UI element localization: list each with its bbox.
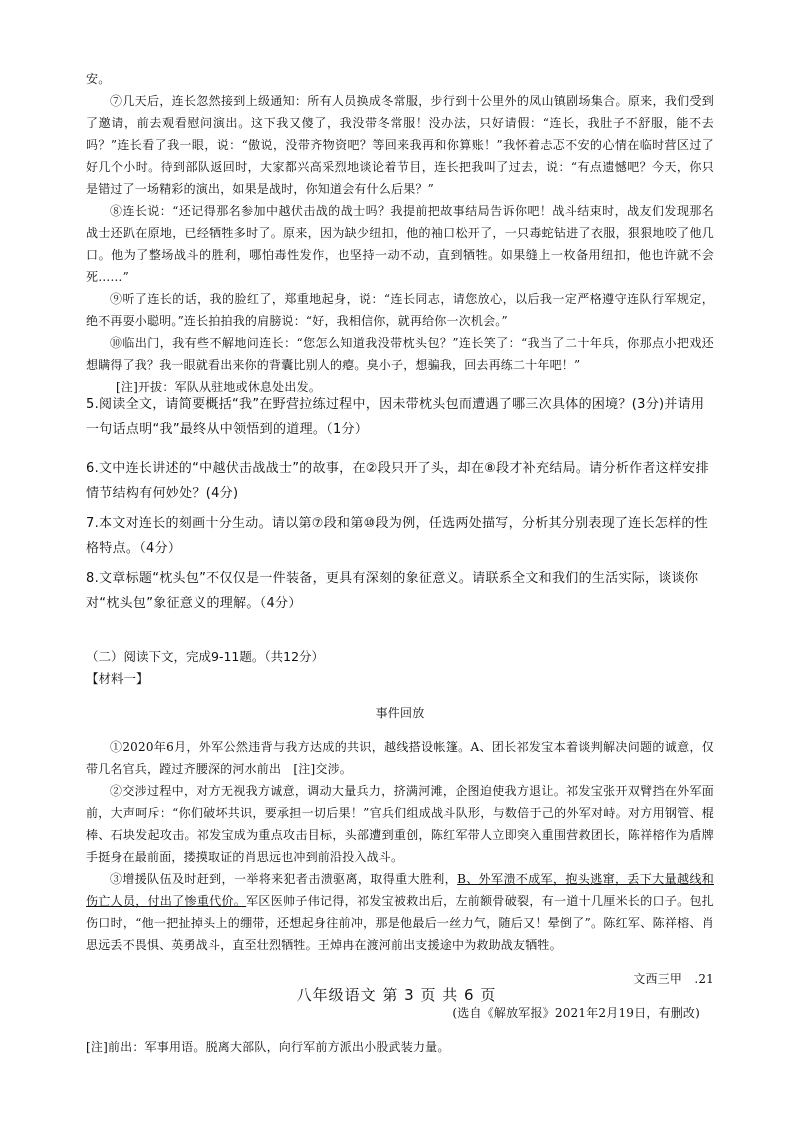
- material-title: 事件回放: [375, 706, 425, 720]
- story-continuation: [86, 68, 714, 398]
- material-label: 【材料一】: [86, 671, 149, 686]
- story-note: [注]开拔：军队从驻地或休息处出发。: [116, 380, 321, 394]
- question-8: 8.文章标题“枕头包”不仅仅是一件装备，更具有深刻的象征意义。请联系全文和我们的生活实际，谈谈你对“枕头包”象征意义的理解。（4分）: [86, 571, 699, 611]
- question-7: 7.本文对连长的刻画十分生动。请以第⑦段和第⑩段为例，任选两处描写，分析其分别表现了连长怎样的性格特点。（4分）: [86, 516, 709, 556]
- page-footer: 八年级语文 第 3 页 共 6 页: [296, 986, 497, 1004]
- paragraph-9: ⑨听了连长的话，我的脸红了，郑重地起身，说：“连长同志，请您放心，以后我一定严格遵守连队行军规定，绝不再耍小聪明。”连长拍拍我的肩膀说：“好，我相信你，就再给你一次机会。”: [86, 292, 714, 328]
- material-paragraph-2: ②交涉过程中，对方无视我方诚意，调动大量兵力，挤满河滩，企图迫使我方退让。祁发宝张开双臂挡在外军面前，大声呵斥：“你们破坏共识，要承担一切后果！”官兵们组成战斗队形，与数倍于己的外军对峙。对方用钢管、棍棒、石块发起攻击。祁发宝成为重点攻击目标，头部遭到重创，陈红军带人立即突入重围营救团长，陈祥榕作为盾牌手挺身在最前面，搂摸取证的肖思远也冲到前沿投入战斗。: [86, 784, 714, 864]
- source-line: (选自《解放军报》2021年2月19日，有删改): [452, 1006, 700, 1020]
- paragraph-an: 安。: [86, 72, 111, 86]
- material-paragraph-1: ①2020年6月，外军公然违背与我方达成的共识，越线搭设帐篷。A、团长祁发宝本着谈判解决问题的诚意，仅带几名官兵，蹚过齐腰深的河水前出 [注]交涉。: [86, 740, 714, 776]
- underlined-sentence-b: B、外军溃不成军，抱头逃窜，丢下大量越线和伤亡人员，付出了惨重代价。: [86, 872, 714, 908]
- material-paragraph-3: ③增援队伍及时赶到，一举将来犯者击溃驱离，取得重大胜利，B、外军溃不成军，抱头逃窜，丢下大量越线和伤亡人员，付出了惨重代价。军区医帅子伟记得，祁发宝被救出后，左前额骨破裂，有一道十几厘米长的口子。包扎伤口时，“他一把扯掉头上的绷带，还想起身往前冲，那是他最后一丝力气，随后又！晕倒了”。陈红军、陈祥榕、肖思远丢不畏惧、英勇战斗，直至壮烈牺牲。王焯冉在渡河前出支援途中为救助战友牺牲。: [86, 872, 714, 952]
- question-6: 6.文中连长讲述的“中越伏击战战士”的故事，在②段只开了头，却在⑧段才补充结局。请分析作者这样安排情节结构有何妙处？(4分): [86, 461, 709, 501]
- material-note: [注]前出：军事用语。脱离大部队，向行军前方派出小股武装力量。: [86, 1040, 450, 1054]
- stamp-text: 文西三甲 .21: [633, 972, 714, 986]
- paragraph-7: ⑦几天后，连长忽然接到上级通知：所有人员换成冬常服，步行到十公里外的凤山镇剧场集合。原来，我们受到了邀请，前去观看慰问演出。这下我又傻了，我没带冬常服！没办法，只好请假：“连长，我肚子不舒服，能不去吗？”连长看了我一眼，说：“傲说，没带齐物资吧？等回来我再和你算账！”我怀着忐忑不安的心情在临时营区过了好几个小时。待到部队返回时，大家都兴高采烈地谈论着节目，连长把我叫了过去，说：“有点遗憾吧？今天，你只是错过了一场精彩的演出，如果是战时，你知道会有什么后果？”: [86, 94, 714, 196]
- paragraph-8: ⑧连长说：“还记得那名参加中越伏击战的战士吗？我提前把故事结局告诉你吧！战斗结束时，战友们发现那名战士还趴在原地，已经牺牲多时了。原来，因为缺少纽扣，他的袖口松开了，一只毒蛇钻进了衣服，狠狠地咬了他几口。他为了整场战斗的胜利，哪怕毒性发作，也坚持一动不动，直到牺牲。如果缝上一枚备用纽扣，他也许就不会死……”: [86, 204, 714, 284]
- section-heading: （二）阅读下文，完成9-11题。（共12分）: [86, 649, 325, 664]
- section-two-header: [86, 646, 714, 690]
- paragraph-10: ⑩临出门，我有些不解地问连长：“您怎么知道我没带枕头包？”连长笑了：“我当了二十年兵，你那点小把戏还想瞒得了我？我一眼就看出来你的背囊比别人的瘪。臭小子，想骗我，回去再练二十年吧！”: [86, 336, 714, 372]
- material-one: [86, 690, 714, 1070]
- question-5: 5.阅读全文，请简要概括“我”在野营拉练过程中，因未带枕头包而遭遇了哪三次具体的困境？(3分)并请用一句话点明“我”最终从中领悟到的道理。（1分）: [86, 397, 705, 437]
